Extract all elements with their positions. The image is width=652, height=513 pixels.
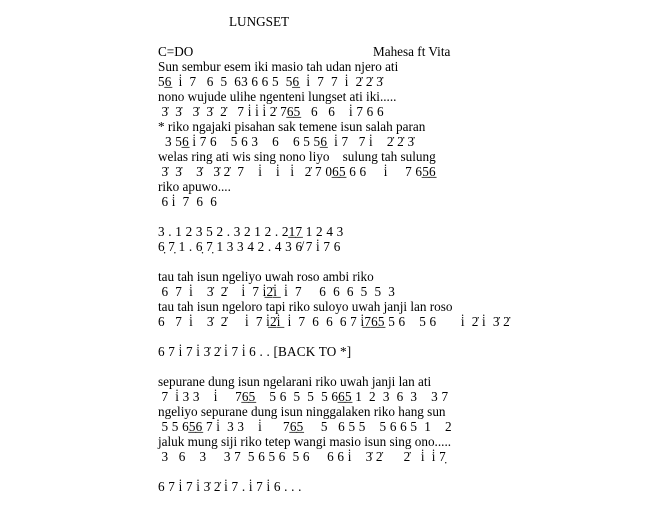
lyric-line: * riko ngajaki pisahan sak temene isun salah paran bbox=[158, 119, 426, 134]
song-title: LUNGSET bbox=[229, 14, 290, 29]
notation-line: 3̇ 3̇ 3̇ 3̇ 2̇ 7 i̇ i̇ i̇ 2̇ 7 0͟6͟5 6 6 i̇ 7 6͟5͟6 bbox=[158, 164, 436, 179]
lyric-line: welas ring ati wis sing nono liyo sulung tah sulung bbox=[158, 149, 436, 164]
lyric-line: ngeliyo sepurane dung isun ninggalaken riko hang sun bbox=[158, 404, 446, 419]
lyric-line: jaluk mung siji riko tetep wangi masio isun sing ono..... bbox=[158, 434, 452, 449]
lyric-line: tau tah isun ngeliyo uwah roso ambi riko bbox=[158, 269, 374, 284]
notation-line: 6 7 i̇ 3̇ 2̇ i̇ 7 i̇͟2̇͟i̇ i̇ 7 6 6 6 5 5 3 bbox=[158, 284, 396, 299]
lyric-line: tau tah isun ngeloro tapi riko suloyo uwah janji lan roso bbox=[158, 299, 453, 314]
notation-line: 3 5͟6 i̇ 7 6 5 6 3 6 6 5 5͟6 i̇ 7 7 i̇ 2̇ 2̇ 3̇ bbox=[158, 134, 415, 149]
notation-line: 6̣ 7̣ 1 . 6̣ 7̣ 1 3 3 4 2 . 4 3 6̸ 7 i̇ 7 6 bbox=[158, 239, 341, 254]
notation-line: 3̇ 3̇ 3̇ 3̇ 2̇ 7 i̇ i̇ i̇ 2̇ 7͟6͟5 6 6 i̇ 7 6 6 bbox=[158, 104, 384, 119]
notation-line: 6 7 i̇ 7 i̇ 3̇ 2̇ i̇ 7 i̇ 6 . . [BACK TO *] bbox=[158, 344, 352, 359]
notation-line: 6 7 i̇ 7 i̇ 3̇ 2̇ i̇ 7 . i̇ 7 i̇ 6 . . . bbox=[158, 479, 302, 494]
lyric-line: nono wujude ulihe ngenteni lungset ati iki..... bbox=[158, 89, 397, 104]
key-signature: C=DO bbox=[158, 44, 194, 59]
lyric-line: riko apuwo.... bbox=[158, 179, 231, 194]
lyric-line: Sun sembur esem iki masio tah udan njero ati bbox=[158, 59, 399, 74]
notation-line: 6 i̇ 7 6 6 bbox=[158, 194, 218, 209]
notation-line: 5͟6 i̇ 7 6 5 63 6 6 5 5͟6 i̇ 7 7 i̇ 2̇ 2̇ 3̇ bbox=[158, 74, 383, 89]
notation-line: 6 7 i̇ 3̇ 2̇ i̇ 7 i̇͟2̇͟i̇ i̇ 7 6 6 6 7 i̇͟7͟6͟5 5 6 5 6 i̇ 2̇ i̇ 3̇ 2̇ bbox=[158, 314, 510, 329]
notation-line: 3 6 3 3 7 5 6 5 6 5 6 6 6 i̇ 3̇ 2̇ 2̇ i̇ i̇ 7̣ bbox=[158, 449, 446, 464]
notation-line: 5 5 6͟5͟6 7 i̇ 3 3 i̇ 7͟6͟5 5 6 5 5 5 6 6 5 1 2 bbox=[158, 419, 452, 434]
lyric-line: sepurane dung isun ngelarani riko uwah janji lan ati bbox=[158, 374, 432, 389]
notation-line: 3 . 1 2 3 5 2 . 3 2 1 2 . 2͟1͟7 1 2 4 3 bbox=[158, 224, 344, 239]
artist-credit: Mahesa ft Vita bbox=[373, 44, 451, 59]
notation-line: 7 i̇ 3 3 i̇ 7͟6͟5 5 6 5 5 5 6͟6͟5 1 2 3 6 3 3 7 bbox=[158, 389, 449, 404]
